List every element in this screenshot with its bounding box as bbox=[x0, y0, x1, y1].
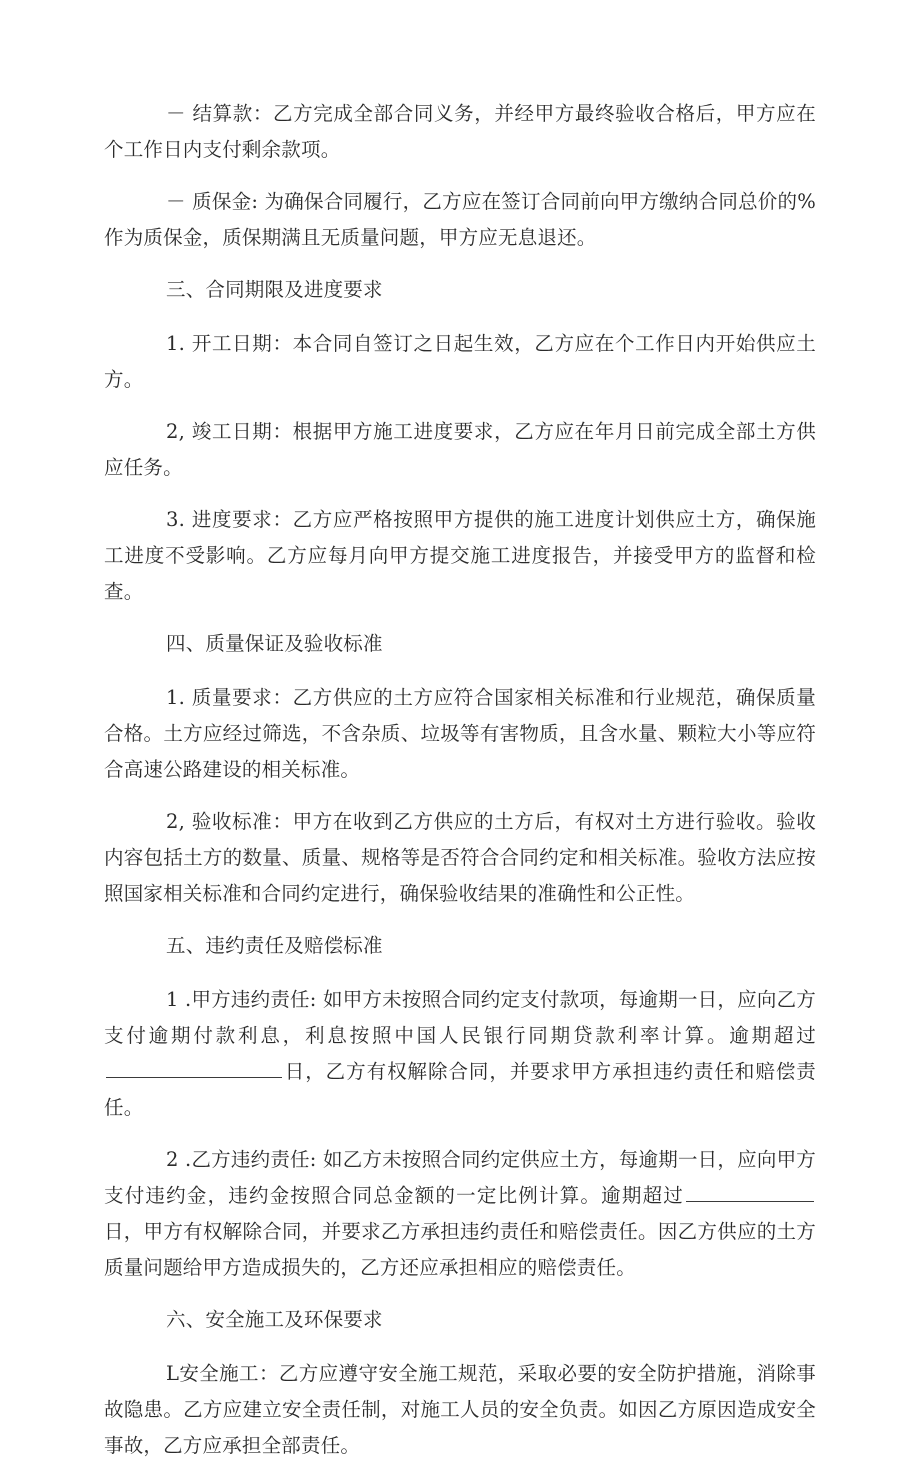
document-body bbox=[104, 96, 816, 1480]
party-a-breach-text-before: 1 .甲方违约责任: 如甲方未按照合同约定支付款项，每逾期一日，应向乙方支付逾期付款利息，利息按照中国人民银行同期贷款利率计算。逾期超过 bbox=[104, 988, 816, 1047]
paragraph-quality-requirement: 1. 质量要求：乙方供应的土方应符合国家相关标准和行业规范，确保质量合格。土方应经过筛选，不含杂质、垃圾等有害物质，且含水量、颗粒大小等应符合高速公路建设的相关标准。 bbox=[104, 686, 816, 781]
party-a-breach-text-after: 日，乙方有权解除合同，并要求甲方承担违约责任和赔偿责任。 bbox=[104, 1060, 816, 1119]
paragraph-warranty-deposit: － 质保金: 为确保合同履行，乙方应在签订合同前向甲方缴纳合同总价的%作为质保金，质保期满且无质量问题，甲方应无息退还。 bbox=[104, 190, 816, 249]
party-b-overdue-days-blank[interactable] bbox=[686, 1184, 814, 1202]
paragraph-party-a-breach bbox=[104, 982, 816, 1126]
heading-section-three: 三、合同期限及进度要求 bbox=[166, 278, 383, 301]
paragraph-start-date: 1. 开工日期：本合同自签订之日起生效，乙方应在个工作日内开始供应土方。 bbox=[104, 332, 816, 391]
paragraph-acceptance-standard: 2, 验收标准：甲方在收到乙方供应的土方后，有权对土方进行验收。验收内容包括土方的数量、质量、规格等是否符合合同约定和相关标准。验收方法应按照国家相关标准和合同约定进行，确保验收结果的准确性和公正性。 bbox=[104, 810, 816, 905]
paragraph-progress-requirement: 3. 进度要求：乙方应严格按照甲方提供的施工进度计划供应土方，确保施工进度不受影响。乙方应每月向甲方提交施工进度报告，并接受甲方的监督和检查。 bbox=[104, 508, 816, 603]
paragraph-settlement-payment: － 结算款：乙方完成全部合同义务，并经甲方最终验收合格后，甲方应在个工作日内支付剩余款项。 bbox=[104, 102, 816, 161]
party-b-breach-text-before: 2 .乙方违约责任: 如乙方未按照合同约定供应土方，每逾期一日，应向甲方支付违约金，违约金按照合同总金额的一定比例计算。逾期超过 bbox=[104, 1148, 816, 1207]
paragraph-party-b-breach bbox=[104, 1142, 816, 1286]
paragraph-completion-date: 2, 竣工日期：根据甲方施工进度要求，乙方应在年月日前完成全部土方供应任务。 bbox=[104, 420, 816, 479]
party-a-overdue-days-blank[interactable] bbox=[106, 1060, 282, 1078]
paragraph-safety-construction: L安全施工：乙方应遵守安全施工规范，采取必要的安全防护措施，消除事故隐患。乙方应建立安全责任制，对施工人员的安全负责。如因乙方原因造成安全事故，乙方应承担全部责任。 bbox=[104, 1362, 816, 1457]
heading-section-four: 四、质量保证及验收标准 bbox=[166, 632, 383, 655]
party-b-breach-text-after: 日，甲方有权解除合同，并要求乙方承担违约责任和赔偿责任。因乙方供应的土方质量问题给甲方造成损失的，乙方还应承担相应的赔偿责任。 bbox=[104, 1220, 816, 1279]
heading-section-six: 六、安全施工及环保要求 bbox=[166, 1308, 383, 1331]
heading-section-five: 五、违约责任及赔偿标准 bbox=[166, 934, 383, 957]
